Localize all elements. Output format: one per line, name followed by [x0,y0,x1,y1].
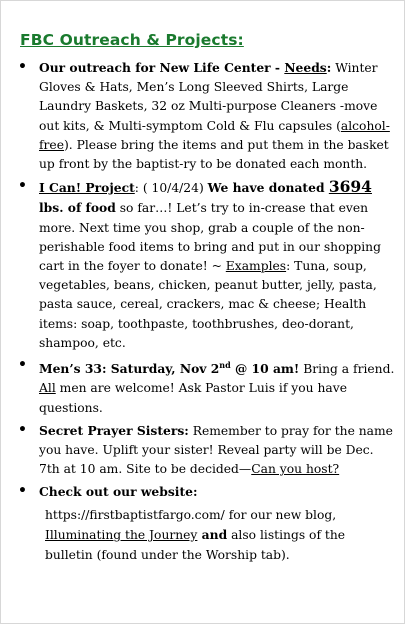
item-heading: I Can! Project [39,180,135,196]
website-text: for our new blog, [224,507,337,522]
donated-label: We have donated [207,180,329,196]
item-text: Winter Gloves & Hats, Men’s Long Sleeved Shirts, Large Laundry Baskets, 32 oz Multi-purpose Cleaners -move out kits, & Multi-symptom Cold & Flu capsules ( [39,61,378,133]
bullet: • [18,421,27,438]
donated-pounds: 3694 [328,177,372,197]
list-item-i-can-project [0,177,405,353]
item-text: : Tuna, soup, vegetables, beans, chicken, peanut butter, jelly, pasta, pasta sauce, cereal, crackers, mac & cheese; Health items: soap, toothpaste, toothbrushes, deo-dorant, shampoo, etc. [39,259,377,350]
alcohol-free-note: alcohol-free [39,118,390,152]
item-text: Remember to pray for the name you have. Uplift your sister! Reveal party will be Dec. 7th at 10 am. Site to be decided— [39,423,393,477]
item-text: ). Please bring the items and put them in the basket up front by the baptist-ry to be donated each month. [39,137,389,172]
bullet: • [18,357,27,374]
item-heading-time: @ 10 am! [230,361,300,377]
food-label: lbs. of food [39,200,116,216]
and-word: and [197,527,228,543]
outreach-list [0,58,405,565]
blog-link[interactable]: Illuminating the Journey [45,528,198,543]
host-request: Can you host? [251,462,340,477]
needs-colon: : [326,60,332,75]
examples-label: Examples [225,259,287,274]
item-heading: Men’s 33: Saturday, Nov 2 [39,361,220,377]
item-text: men are welcome! Ask Pastor Luis if you have questions. [39,381,347,415]
website-url[interactable]: https://firstbaptistfargo.com/ [45,507,225,522]
list-item-secret-prayer-sisters [0,421,405,480]
all-emphasis: All [39,381,56,396]
section-title: FBC Outreach & Projects: [20,31,244,49]
list-item-mens-33 [0,356,405,418]
bullet: • [18,59,27,75]
item-heading: Secret Prayer Sisters: [39,422,189,438]
bullet: • [18,483,27,500]
item-text: Bring a friend. [299,362,395,377]
list-item-new-life-center [0,58,405,174]
list-item-website [0,482,405,502]
item-heading: Our outreach for New Life Center - [39,60,285,75]
ordinal-suffix: nd [219,360,231,371]
bullet: • [18,178,27,195]
item-text: so far…! Let’s try to in-crease that even more. Next time you shop, grab a couple of the non-perishable food items to bring and put in our shopping cart in the foyer to donate! ~ [39,201,381,274]
website-text: also listings of the bulletin (found under the Worship tab). [45,528,346,562]
website-details [0,506,405,566]
item-text: : ( 10/4/24) [134,181,208,196]
item-heading: Check out our website: [39,484,198,500]
needs-label: Needs [284,60,327,75]
